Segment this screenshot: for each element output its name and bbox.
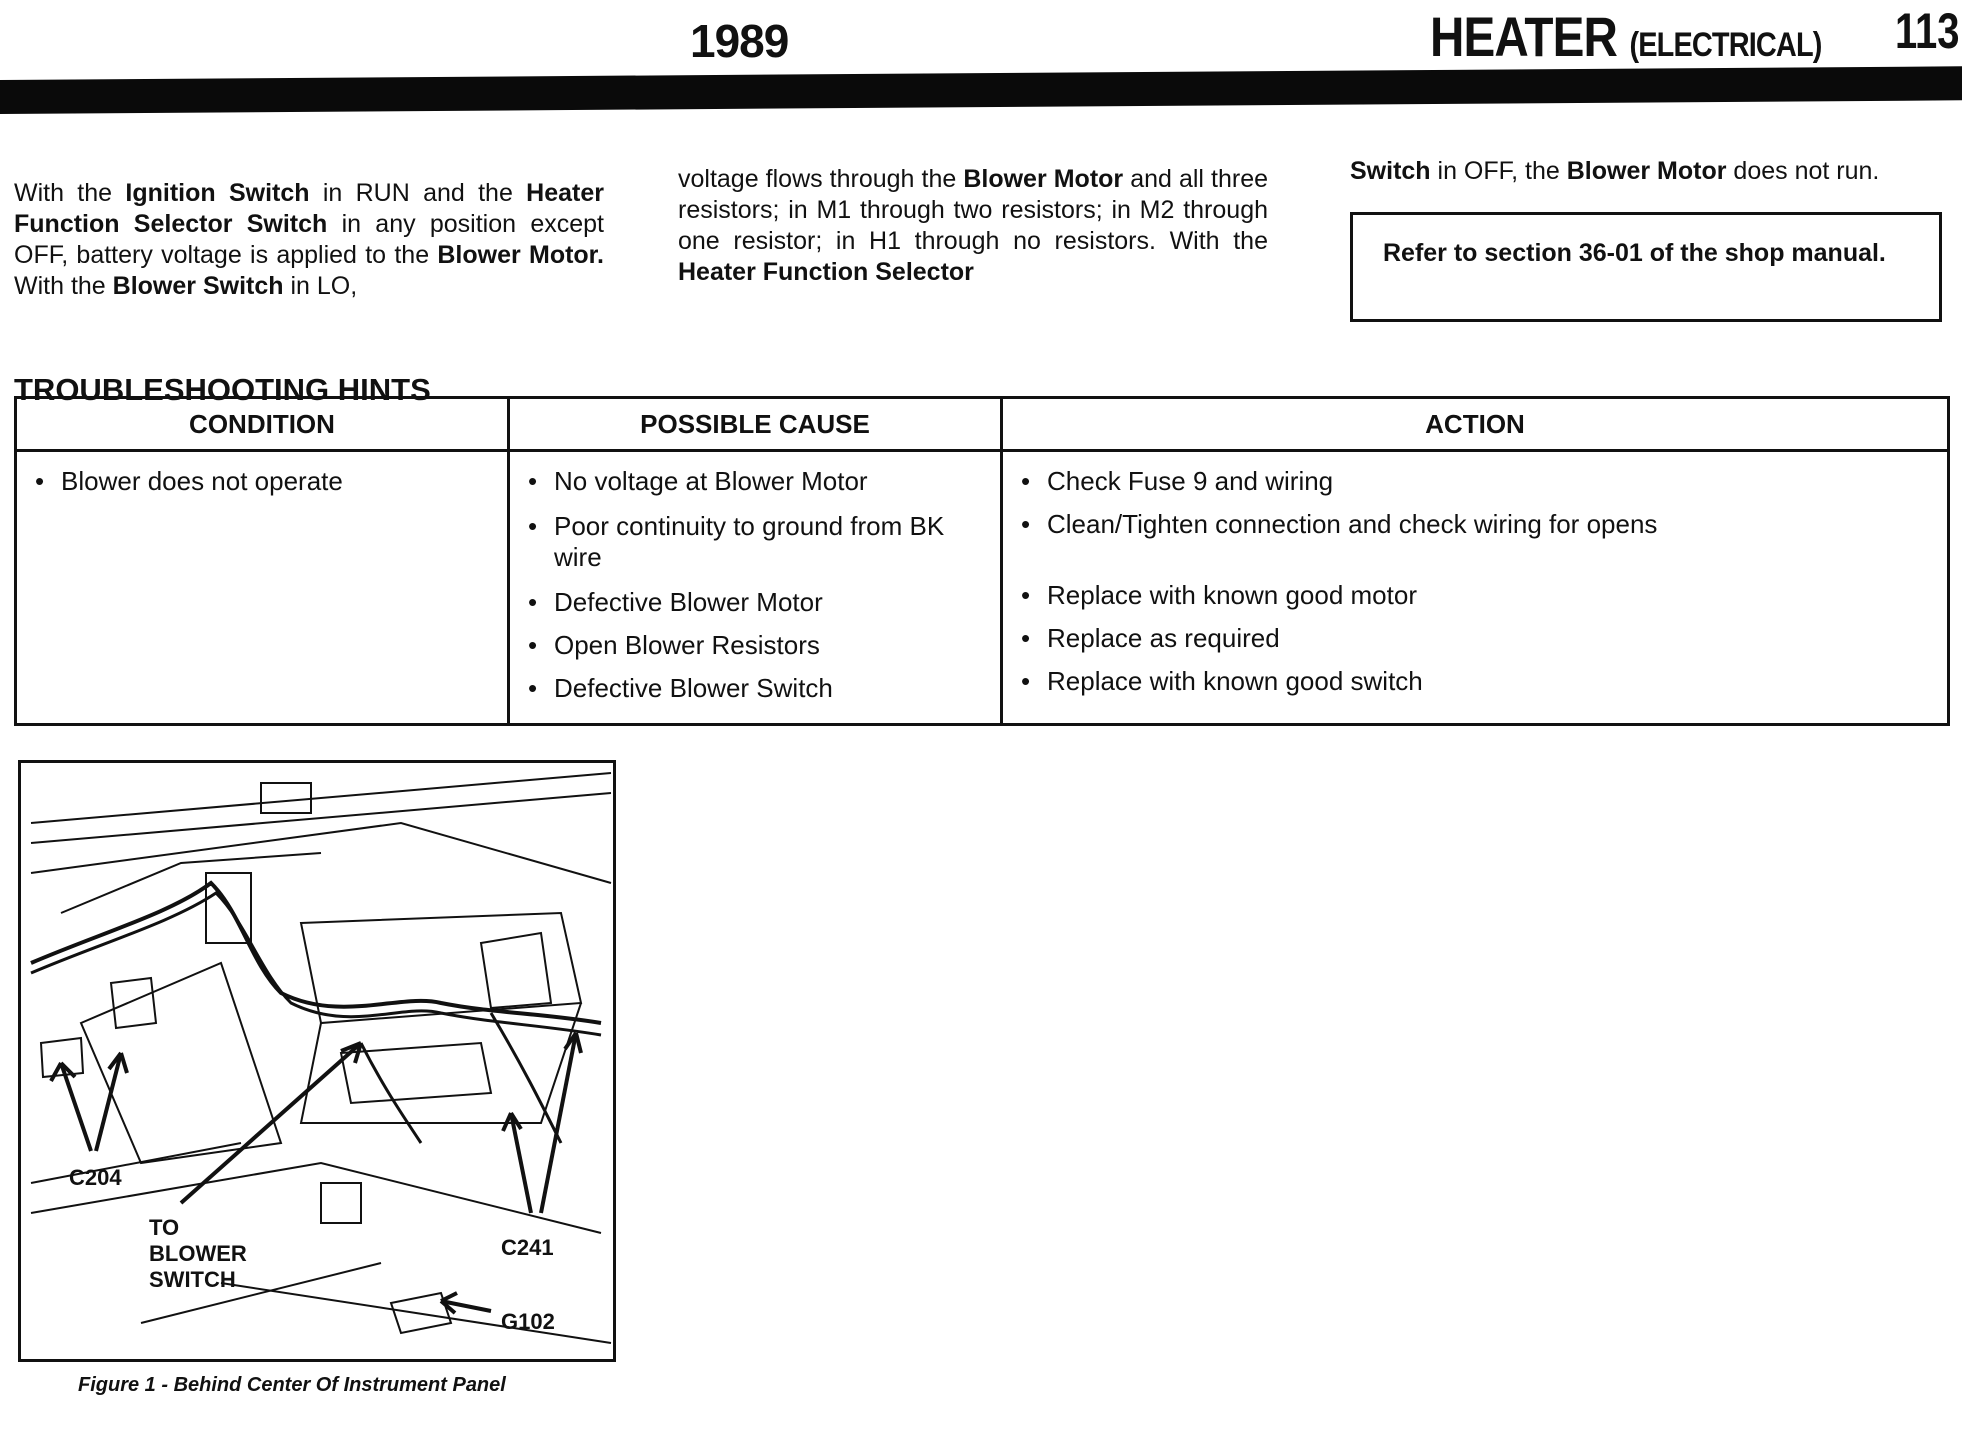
header-action: ACTION — [1002, 398, 1949, 451]
page-number: 113 — [1895, 3, 1960, 59]
label-switch: SWITCH — [149, 1267, 236, 1292]
section-title: TROUBLESHOOTING HINTS — [14, 372, 431, 407]
intro-column-1: With the Ignition Switch in RUN and the Heater Function Selector Switch in any position except OFF, battery voltage is applied to the Blower Motor. With the Blower Switch in LO, — [14, 179, 604, 300]
label-blower: BLOWER — [149, 1241, 247, 1266]
cause-item: • Defective Blower Motor — [524, 587, 986, 618]
action-item: • Check Fuse 9 and wiring — [1017, 466, 1933, 497]
condition-item: • Blower does not operate — [31, 466, 493, 497]
reference-note-box — [1350, 212, 1942, 322]
action-item: • Replace as required — [1017, 623, 1933, 654]
label-c241: C241 — [501, 1235, 554, 1260]
cause-cell — [509, 451, 1002, 725]
cause-item: • Poor continuity to ground from BK wire — [524, 511, 986, 573]
page-year: 1989 — [690, 15, 789, 67]
intro-column-3: Switch in OFF, the Blower Motor does not run. — [1350, 157, 1880, 185]
condition-cell — [16, 451, 509, 725]
cause-item: • Open Blower Resistors — [524, 630, 986, 661]
header-condition: CONDITION — [16, 398, 509, 451]
label-g102: G102 — [501, 1309, 555, 1334]
title-main: HEATER — [1430, 5, 1618, 68]
title-subtitle: (ELECTRICAL) — [1629, 26, 1822, 64]
intro-column-2: voltage flows through the Blower Motor and all three resistors; in M1 through two resistors; in M2 through one resistor; in H1 through no resistors. With the Heater Function Selector — [678, 165, 1269, 286]
header-rule — [0, 66, 1962, 114]
figure-caption: Figure 1 - Behind Center Of Instrument Panel — [78, 1374, 506, 1396]
header-possible-cause: POSSIBLE CAUSE — [509, 398, 1002, 451]
figure-illustration — [18, 760, 616, 1362]
action-item: • Clean/Tighten connection and check wiring for opens — [1017, 509, 1933, 540]
action-item: • Replace with known good motor — [1017, 580, 1933, 611]
table-header-row — [16, 398, 1949, 451]
troubleshooting-table — [14, 396, 1950, 726]
page-title — [1430, 4, 1822, 69]
wiring-drawing — [21, 763, 616, 1362]
cause-item: • No voltage at Blower Motor — [524, 466, 986, 497]
reference-note-text: Refer to section 36-01 of the shop manual. — [1383, 239, 1886, 267]
action-item: • Replace with known good switch — [1017, 666, 1933, 697]
table-row — [16, 451, 1949, 725]
label-c204: C204 — [69, 1165, 122, 1190]
cause-item: • Defective Blower Switch — [524, 673, 986, 704]
action-cell — [1002, 451, 1949, 725]
label-to: TO — [149, 1215, 180, 1240]
